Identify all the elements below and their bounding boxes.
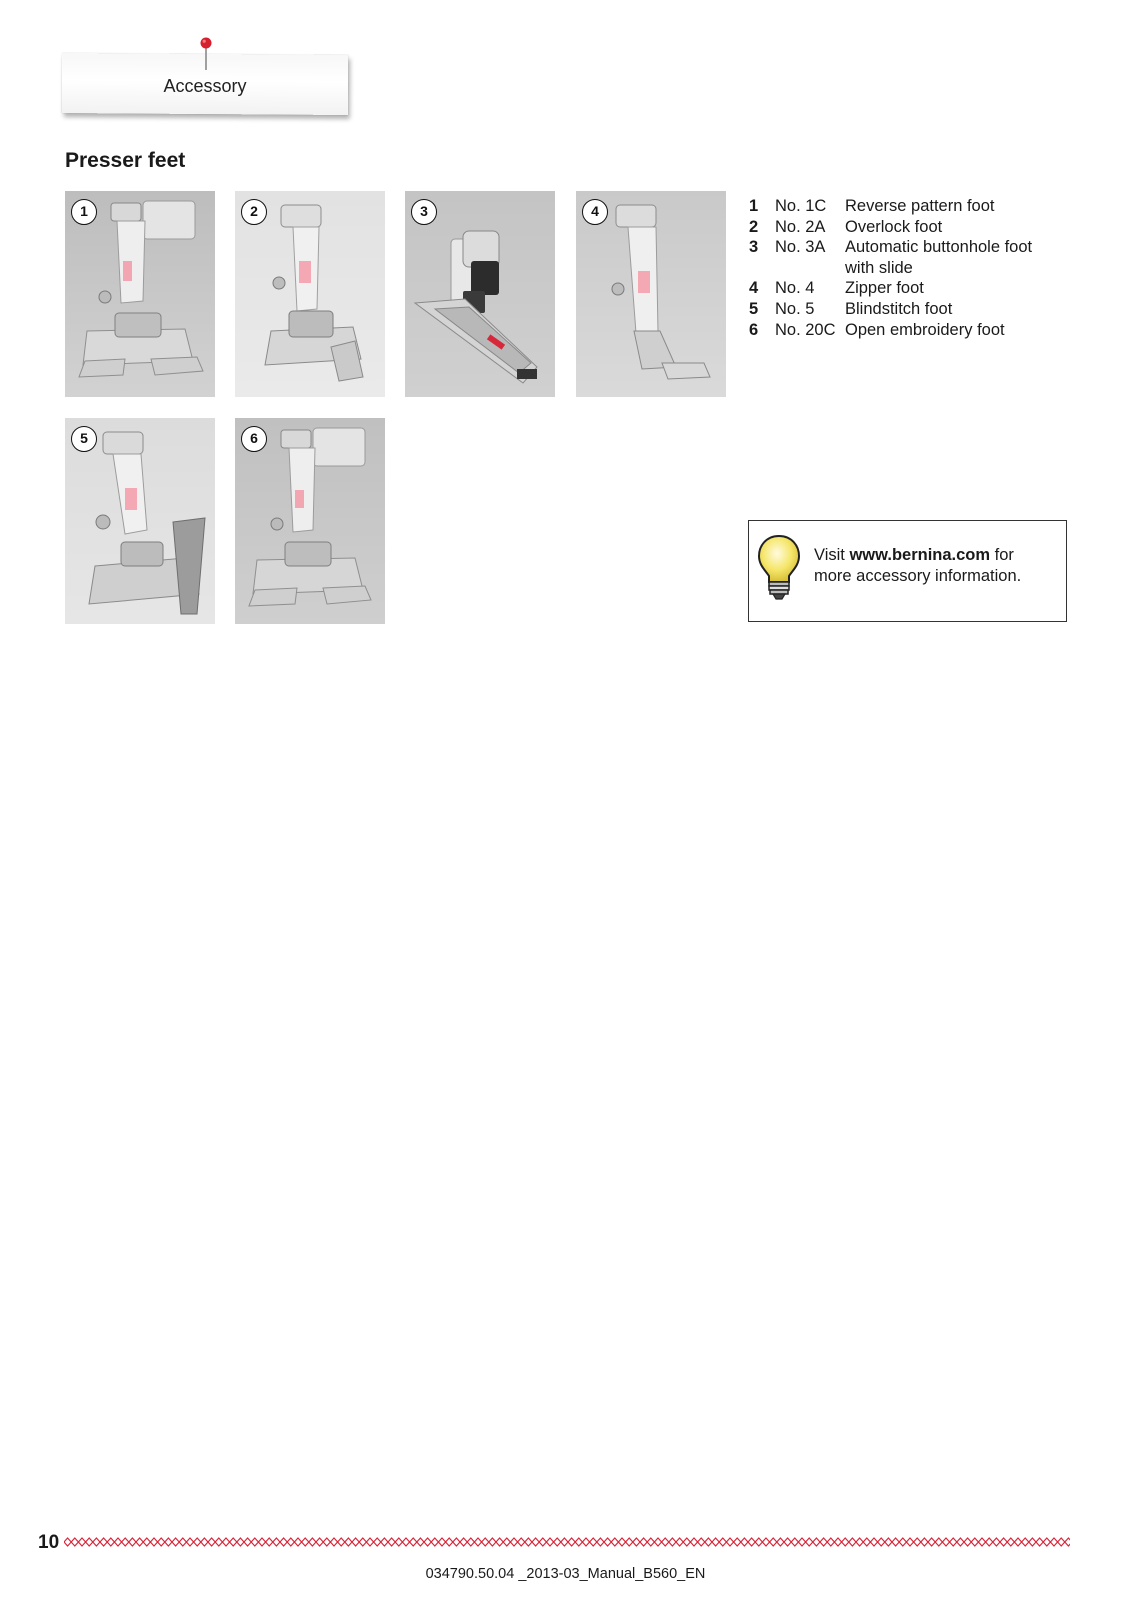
- legend-model: No. 4: [775, 279, 815, 298]
- legend-description: Zipper foot: [845, 279, 924, 298]
- photo-badge: 2: [241, 199, 267, 225]
- photo-foot-5: [65, 418, 215, 624]
- page-number: 10: [38, 1532, 60, 1553]
- legend-row: [749, 299, 1065, 320]
- legend-description: Reverse pattern foot: [845, 197, 995, 215]
- light-bulb-icon: [756, 533, 802, 601]
- info-text: [814, 545, 1059, 587]
- photo-badge: 5: [71, 426, 97, 452]
- legend-number: 3: [749, 238, 759, 257]
- info-box: [748, 520, 1067, 622]
- photo-foot-4: [576, 191, 726, 397]
- section-tag-label: Accessory: [163, 76, 247, 96]
- legend-description: Blindstitch foot: [845, 299, 953, 318]
- photo-foot-2: [235, 191, 385, 397]
- legend-model: No. 5: [775, 299, 815, 318]
- info-line2: more accessory information.: [814, 567, 1022, 585]
- stitch-line: [64, 1542, 1070, 1546]
- legend-number: 2: [749, 217, 759, 236]
- legend-model: No. 20C: [775, 320, 836, 339]
- info-suffix: for: [990, 546, 1014, 564]
- legend-row: [749, 196, 1065, 217]
- legend-model: No. 1C: [775, 197, 827, 215]
- page-title: Presser feet: [65, 149, 186, 172]
- legend-number: 1: [749, 197, 759, 215]
- legend-row: [749, 320, 1065, 341]
- photo-badge: 1: [71, 199, 97, 225]
- legend-row: [749, 278, 1065, 299]
- legend-model: No. 2A: [775, 217, 826, 236]
- photo-foot-6: [235, 418, 385, 624]
- legend-row: [749, 237, 1065, 278]
- photo-foot-3: [405, 191, 555, 397]
- legend-description-line: Automatic buttonhole foot: [845, 238, 1033, 257]
- pin-icon: [199, 36, 213, 72]
- legend-number: 6: [749, 320, 759, 339]
- legend-row: [749, 217, 1065, 238]
- photo-badge: 4: [582, 199, 608, 225]
- photo-badge: 3: [411, 199, 437, 225]
- legend-description: Overlock foot: [845, 217, 943, 236]
- legend-description-line: with slide: [845, 258, 913, 277]
- legend-number: 5: [749, 299, 759, 318]
- decorative-stitch-border: [64, 1535, 1070, 1549]
- section-tag: [62, 36, 352, 122]
- document-id: 034790.50.04 _2013-03_Manual_B560_EN: [425, 1566, 706, 1582]
- legend-description: [845, 237, 1065, 278]
- photo-badge: 6: [241, 426, 267, 452]
- info-prefix: Visit: [814, 546, 850, 564]
- photo-foot-1: [65, 191, 215, 397]
- presser-feet-legend: [749, 196, 1065, 340]
- legend-number: 4: [749, 279, 759, 298]
- website-link[interactable]: www.bernina.com: [849, 546, 991, 564]
- stitch-line: [64, 1538, 1070, 1542]
- legend-model: No. 3A: [775, 238, 826, 257]
- legend-description: Open embroidery foot: [845, 320, 1005, 339]
